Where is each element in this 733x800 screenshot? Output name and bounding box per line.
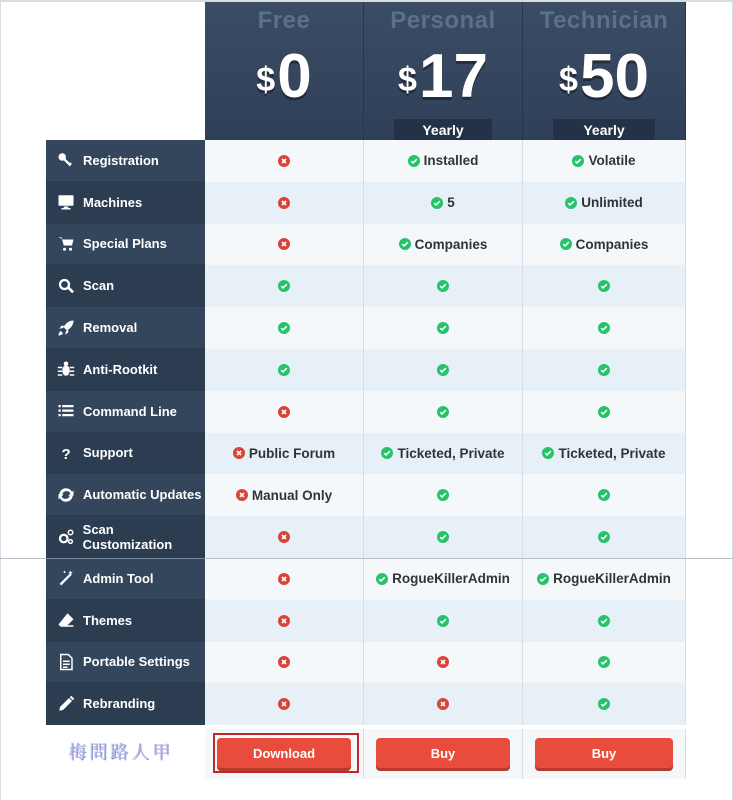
check-icon xyxy=(278,322,290,334)
currency-symbol: $ xyxy=(256,61,276,99)
feature-value-text: Companies xyxy=(414,236,488,252)
check-icon xyxy=(376,573,388,585)
plan-name: Personal xyxy=(390,7,496,34)
check-icon xyxy=(598,406,610,418)
plan-price xyxy=(205,42,363,115)
cross-icon xyxy=(278,615,290,627)
check-icon xyxy=(560,238,572,250)
cross-icon xyxy=(278,531,290,543)
feature-value-cell xyxy=(364,474,523,516)
cross-icon xyxy=(278,238,290,250)
feature-value-text: Installed xyxy=(423,153,479,169)
gears-icon xyxy=(55,528,77,546)
feature-row xyxy=(46,683,205,725)
feature-label: Special Plans xyxy=(83,236,167,252)
plan-footer-technician xyxy=(523,729,686,779)
feature-label: Anti-Rootkit xyxy=(83,361,158,377)
feature-value-cell xyxy=(364,516,523,558)
feature-value-cell xyxy=(523,558,686,600)
feature-value-cell xyxy=(364,600,523,642)
feature-value-cell xyxy=(205,683,364,725)
feature-value-cell xyxy=(364,182,523,224)
check-icon xyxy=(598,698,610,710)
check-icon xyxy=(399,238,411,250)
cross-icon xyxy=(278,406,290,418)
feature-value-cell xyxy=(205,474,364,516)
check-icon xyxy=(437,406,449,418)
billing-period: Yearly xyxy=(394,119,492,141)
cross-icon xyxy=(278,656,290,668)
currency-symbol: $ xyxy=(559,61,578,99)
check-icon xyxy=(598,322,610,334)
currency-symbol: $ xyxy=(398,61,417,99)
feature-row xyxy=(46,391,205,433)
plan-header-technician xyxy=(523,2,686,140)
feature-label: Themes xyxy=(83,612,133,628)
feature-value-cell xyxy=(523,642,686,684)
feature-value-text: RogueKillerAdmin xyxy=(392,571,510,587)
check-icon xyxy=(598,489,610,501)
price-amount: 50 xyxy=(579,42,649,111)
frame-left-border xyxy=(0,0,1,800)
feature-value-text: RogueKillerAdmin xyxy=(553,571,671,587)
plan-column-technician xyxy=(523,140,686,725)
feature-value-cell xyxy=(205,642,364,684)
monitor-icon xyxy=(55,193,77,211)
check-icon xyxy=(437,489,449,501)
check-icon xyxy=(598,656,610,668)
rocket-icon xyxy=(55,319,77,337)
image-seam-line xyxy=(0,558,733,559)
feature-row xyxy=(46,474,205,516)
feature-value-text: Manual Only xyxy=(251,487,333,503)
cross-icon xyxy=(236,489,248,501)
feature-value-text: Ticketed, Private xyxy=(397,445,505,461)
feature-row xyxy=(46,642,205,684)
list-icon xyxy=(55,402,77,420)
plan-name: Technician xyxy=(539,7,669,34)
check-icon xyxy=(598,615,610,627)
feature-row xyxy=(46,433,205,475)
feature-value-cell xyxy=(364,558,523,600)
feature-value-cell xyxy=(364,391,523,433)
feature-row xyxy=(46,182,205,224)
check-icon xyxy=(437,615,449,627)
pencil-icon xyxy=(55,695,77,713)
feature-value-cell xyxy=(205,140,364,182)
feature-row xyxy=(46,516,205,558)
feature-label: Machines xyxy=(83,194,143,210)
feature-value-cell xyxy=(364,140,523,182)
feature-value-cell xyxy=(205,391,364,433)
feature-value-cell xyxy=(205,265,364,307)
plan-price xyxy=(523,42,685,115)
feature-value-cell xyxy=(523,349,686,391)
feature-value-cell xyxy=(364,307,523,349)
feature-label: Automatic Updates xyxy=(83,487,202,503)
feature-value-cell xyxy=(523,516,686,558)
plan-price xyxy=(364,42,522,115)
feature-label: Rebranding xyxy=(83,696,156,712)
feature-value-cell xyxy=(523,265,686,307)
feature-row xyxy=(46,307,205,349)
feature-row xyxy=(46,558,205,600)
plan-header-free xyxy=(205,2,364,140)
file-icon xyxy=(55,653,77,671)
feature-value-cell xyxy=(523,224,686,266)
feature-value-text: 5 xyxy=(447,195,455,211)
billing-period: Yearly xyxy=(553,119,655,141)
check-icon xyxy=(431,197,443,209)
download-button[interactable]: Download xyxy=(217,738,351,768)
feature-value-text: Unlimited xyxy=(581,195,643,211)
cross-icon xyxy=(437,656,449,668)
cross-icon xyxy=(278,155,290,167)
key-icon xyxy=(55,151,77,169)
check-icon xyxy=(542,447,554,459)
feature-row xyxy=(46,349,205,391)
check-icon xyxy=(598,531,610,543)
feature-label: Support xyxy=(83,445,133,461)
feature-value-text: Ticketed, Private xyxy=(558,445,666,461)
feature-value-cell xyxy=(523,474,686,516)
feature-row xyxy=(46,140,205,182)
check-icon xyxy=(537,573,549,585)
bug-icon xyxy=(55,360,77,378)
plan-header-personal xyxy=(364,2,523,140)
cross-icon xyxy=(278,197,290,209)
feature-list xyxy=(46,140,205,725)
plan-name: Free xyxy=(257,7,311,34)
feature-value-cell xyxy=(205,433,364,475)
cross-icon xyxy=(233,447,245,459)
check-icon xyxy=(437,531,449,543)
search-icon xyxy=(55,277,77,295)
refresh-icon xyxy=(55,486,77,504)
feature-label: Admin Tool xyxy=(83,570,154,586)
price-amount: 0 xyxy=(277,42,312,111)
plan-footer-personal xyxy=(364,729,523,779)
check-icon xyxy=(598,364,610,376)
check-icon xyxy=(278,364,290,376)
check-icon xyxy=(381,447,393,459)
feature-value-cell xyxy=(523,182,686,224)
cross-icon xyxy=(437,698,449,710)
plan-column-free xyxy=(205,140,364,725)
feature-value-cell xyxy=(205,516,364,558)
check-icon xyxy=(437,322,449,334)
feature-value-cell xyxy=(205,182,364,224)
feature-value-cell xyxy=(205,307,364,349)
check-icon xyxy=(572,155,584,167)
check-icon xyxy=(437,364,449,376)
feature-value-cell xyxy=(523,433,686,475)
feature-value-cell xyxy=(364,642,523,684)
feature-value-text: Volatile xyxy=(588,153,636,169)
feature-label: Portable Settings xyxy=(83,654,190,670)
eraser-icon xyxy=(55,611,77,629)
feature-label: Registration xyxy=(83,152,159,168)
check-icon xyxy=(408,155,420,167)
check-icon xyxy=(598,280,610,292)
feature-label: Removal xyxy=(83,320,138,336)
feature-value-cell xyxy=(364,683,523,725)
question-icon xyxy=(55,444,77,462)
feature-value-cell xyxy=(364,265,523,307)
cross-icon xyxy=(278,573,290,585)
feature-value-text: Companies xyxy=(575,236,649,252)
feature-value-cell xyxy=(523,391,686,433)
feature-value-cell xyxy=(205,558,364,600)
feature-value-cell xyxy=(364,224,523,266)
feature-value-cell xyxy=(364,349,523,391)
feature-value-text: Public Forum xyxy=(248,445,336,461)
svg-text:?: ? xyxy=(61,445,71,462)
check-icon xyxy=(278,280,290,292)
feature-label: Scan Customization xyxy=(82,521,173,552)
plan-footer-free xyxy=(205,729,364,779)
buy-personal-button[interactable]: Buy xyxy=(376,738,510,768)
feature-value-cell xyxy=(523,600,686,642)
feature-row xyxy=(46,600,205,642)
feature-value-cell xyxy=(364,433,523,475)
feature-value-cell xyxy=(205,349,364,391)
check-icon xyxy=(437,280,449,292)
feature-value-cell xyxy=(205,224,364,266)
cross-icon xyxy=(278,698,290,710)
magic-wand-icon xyxy=(55,569,77,587)
feature-row xyxy=(46,224,205,266)
feature-label: Command Line xyxy=(83,403,177,419)
feature-value-cell xyxy=(523,140,686,182)
feature-row xyxy=(46,265,205,307)
feature-label: Scan xyxy=(83,278,115,294)
buy-technician-button[interactable]: Buy xyxy=(535,738,673,768)
feature-value-cell xyxy=(523,683,686,725)
cart-icon xyxy=(55,235,77,253)
price-amount: 17 xyxy=(418,42,488,111)
watermark-text: 梅問路人甲 xyxy=(68,742,173,763)
feature-value-cell xyxy=(523,307,686,349)
check-icon xyxy=(565,197,577,209)
feature-value-cell xyxy=(205,600,364,642)
plan-column-personal xyxy=(364,140,523,725)
